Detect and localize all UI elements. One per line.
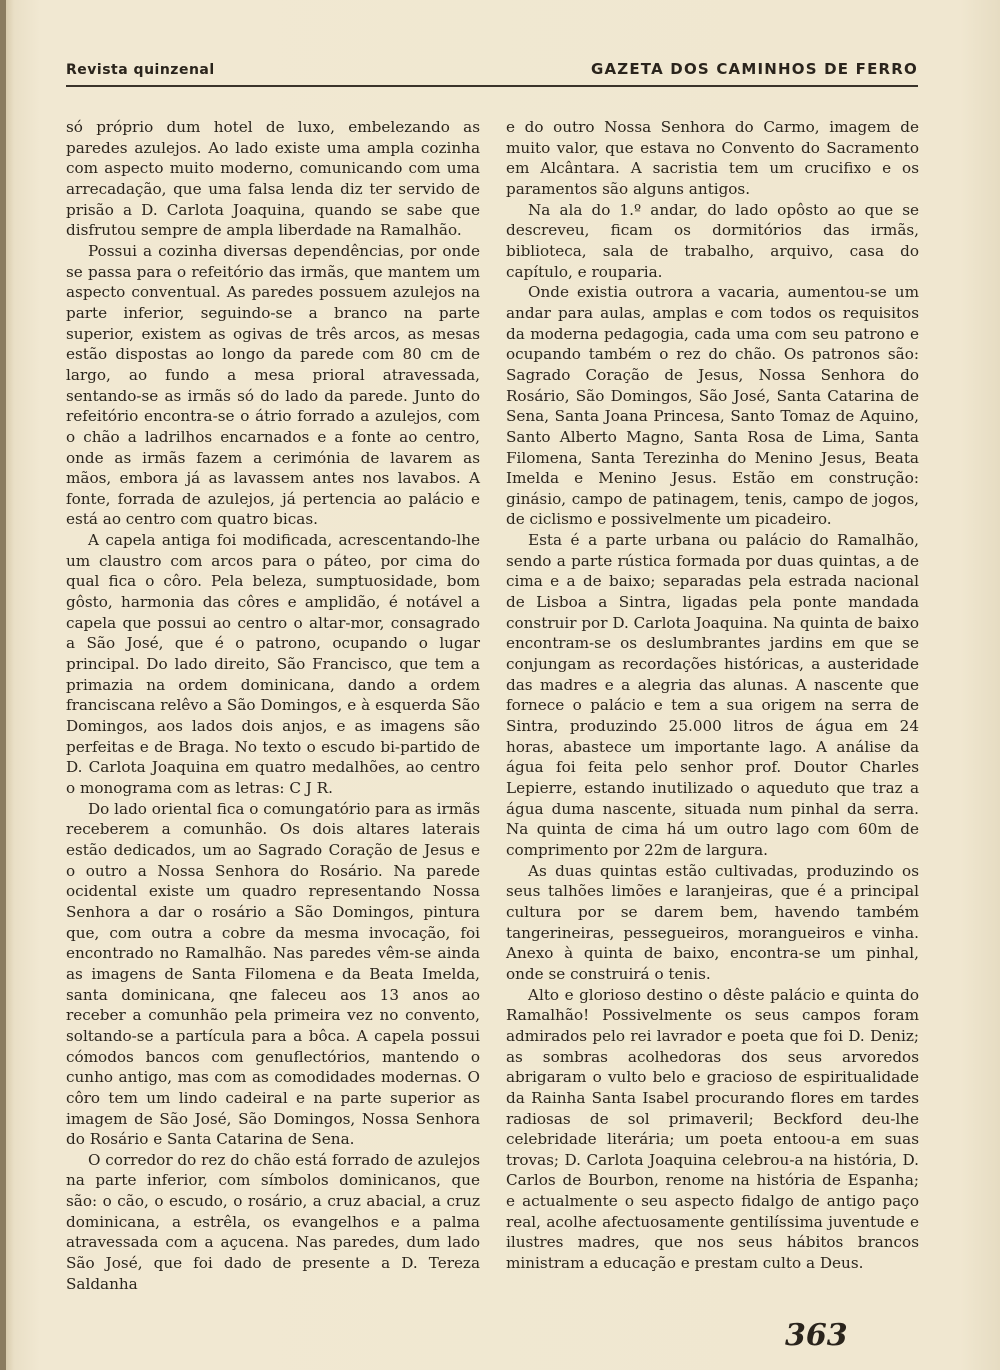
right-column (506, 117, 919, 1274)
paragraph: Esta é a parte urbana ou palácio do Ramalhão, sendo a parte rústica formada por duas quintas, a de cima e a de baixo; separadas pela estrada nacional de Lisboa a Sintra, ligadas pela ponte mandada construir por D. Carlota Joaquina. Na quinta de baixo encontram-se os deslumbrantes jardins em que se conjungam as recordações históricas, a austeridade das madres e a alegria das alunas. A nascente que fornece o palácio e tem a sua origem na serra de Sintra, produzindo 25.000 litros de água em 24 horas, abastece um importante lago. A análise da água foi feita pelo senhor prof. Doutor Charles Lepierre, estando inutilizado o aqueduto que traz a água duma nascente, situada num pinhal da serra. Na quinta de cima há um outro lago com 60m de comprimento por 22m de largura. (506, 531, 919, 859)
paragraph: e do outro Nossa Senhora do Carmo, imagem de muito valor, que estava no Convento do Sacramento em Alcântara. A sacristia tem um crucifixo e os paramentos são alguns antigos. (506, 118, 919, 198)
page-binding-edge (0, 0, 6, 1370)
paragraph: Do lado oriental fica o comungatório para as irmãs receberem a comunhão. Os dois altares laterais estão dedicados, um ao Sagrado Coração de Jesus e o outro a Nossa Senhora do Rosário. Na parede ocidental existe um quadro representando Nossa Senhora a dar o rosário a São Domingos, pintura que, com outra a cobre da mesma invocação, foi encontrado no Ramalhão. Nas paredes vêm-se ainda as imagens de Santa Filomena e da Beata Imelda, santa dominicana, qne faleceu aos 13 anos ao receber a comunhão pela primeira vez no convento, soltando-se a partícula para a bôca. A capela possui cómodos bancos com genuflectórios, mantendo o cunho antigo, mas com as comodidades modernas. O côro tem um lindo cadeiral e na parte superior as imagem de São José, São Domingos, Nossa Senhora do Rosário e Santa Catarina de Sena. (66, 799, 480, 1149)
paragraph: Possui a cozinha diversas dependências, por onde se passa para o refeitório das irmãs, que mantem um aspecto conventual. As paredes possuem azulejos na parte inferior, seguindo-se a branco na parte superior, existem as ogivas de três arcos, as mesas estão dispostas ao longo da parede com 80 cm de largo, ao fundo a mesa prioral atravessada, sentando-se as irmãs só do lado da parede. Junto do refeitório encontra-se o átrio forrado a azulejos, com o chão a ladrilhos encarnados e a fonte ao centro, onde as irmãs fazem a cerimónia de lavarem as mãos, embora já as lavassem antes nos lavabos. A fonte, forrada de azulejos, já pertencia ao palácio e está ao centro com quatro bicas. (66, 241, 480, 529)
paragraph: Na ala do 1.º andar, do lado opôsto ao que se descreveu, ficam os dormitórios das irmãs, biblioteca, sala de trabalho, arquivo, casa do capítulo, e rouparia. (506, 200, 919, 281)
header-right: GAZETA DOS CAMINHOS DE FERRO (590, 60, 918, 78)
paragraph: A capela antiga foi modificada, acrescentando-lhe um claustro com arcos para o páteo, por cima do qual fica o côro. Pela beleza, sumptuosidade, bom gôsto, harmonia das côres e amplidão, é notável a capela que possui ao centro o altar-mor, consagrado a São José, que é o patrono, ocupando o lugar principal. Do lado direito, São Francisco, que tem a primazia na ordem dominicana, dando a ordem franciscana relêvo a São Domingos, e à esquerda São Domingos, aos lados dois anjos, e as imagens são perfeitas e de Braga. No texto o escudo bi-partido de D. Carlota Joaquina em quatro medalhões, ao centro o monograma com as letras: C J R. (66, 531, 480, 797)
paragraph: O corredor do rez do chão está forrado de azulejos na parte inferior, com símbolos dominicanos, que são: o cão, o escudo, o rosário, a cruz abacial, a cruz dominicana, a estrêla, os evangelhos e a palma atravessada com a açucena. Nas paredes, dum lado São José, que foi dado de presente a D. Tereza Saldanha (66, 1150, 480, 1293)
running-header (66, 58, 918, 80)
paragraph: só próprio dum hotel de luxo, embelezando as paredes azulejos. Ao lado existe uma ampla cozinha com aspecto muito moderno, comunicando com uma arrecadação, que uma falsa lenda diz ter servido de prisão a D. Carlota Joaquina, quando se sabe que disfrutou sempre de ampla liberdade na Ramalhão. (66, 118, 480, 240)
left-column (66, 117, 480, 1294)
paragraph: Onde existia outrora a vacaria, aumentou-se um andar para aulas, amplas e com todos os requisitos da moderna pedagogia, cada uma com seu patrono e ocupando também o rez do chão. Os patronos são: Sagrado Coração de Jesus, Nossa Senhora do Rosário, São Domingos, São José, Santa Catarina de Sena, Santa Joana Princesa, Santo Tomaz de Aquino, Santo Alberto Magno, Santa Rosa de Lima, Santa Filomena, Santa Terezinha do Menino Jesus, Beata Imelda e Menino Jesus. Estão em construção: ginásio, campo de patinagem, tenis, campo de jogos, de ciclismo e possivelmente um picadeiro. (506, 283, 919, 529)
header-left: Revista quinzenal (66, 62, 215, 78)
paragraph: Alto e glorioso destino o dêste palácio e quinta do Ramalhão! Possivelmente os seus campos foram admirados pelo rei lavrador e poeta que foi D. Deniz; as sombras acolhedoras dos seus arvoredos abrigaram o vulto belo e gracioso de espiritualidade da Rainha Santa Isabel procurando flores em tardes radiosas de sol primaveril; Beckford deu-lhe celebridade literária; um poeta entoou-a em suas trovas; D. Carlota Joaquina celebrou-a na história, D. Carlos de Bourbon, renome na história de Espanha; e actualmente o seu aspecto fidalgo de antigo paço real, acolhe afectuosamente gentilíssima juventude e ilustres madres, que nos seus hábitos brancos ministram a educação e prestam culto a Deus. (506, 985, 919, 1273)
header-rule (66, 85, 918, 87)
page-number: 363 (785, 1318, 848, 1353)
paragraph: As duas quintas estão cultivadas, produzindo os seus talhões limões e laranjeiras, que é a principal cultura por se darem bem, havendo também tangerineiras, pessegueiros, morangueiros e vinha. Anexo à quinta de baixo, encontra-se um pinhal, onde se construirá o tenis. (506, 861, 919, 983)
